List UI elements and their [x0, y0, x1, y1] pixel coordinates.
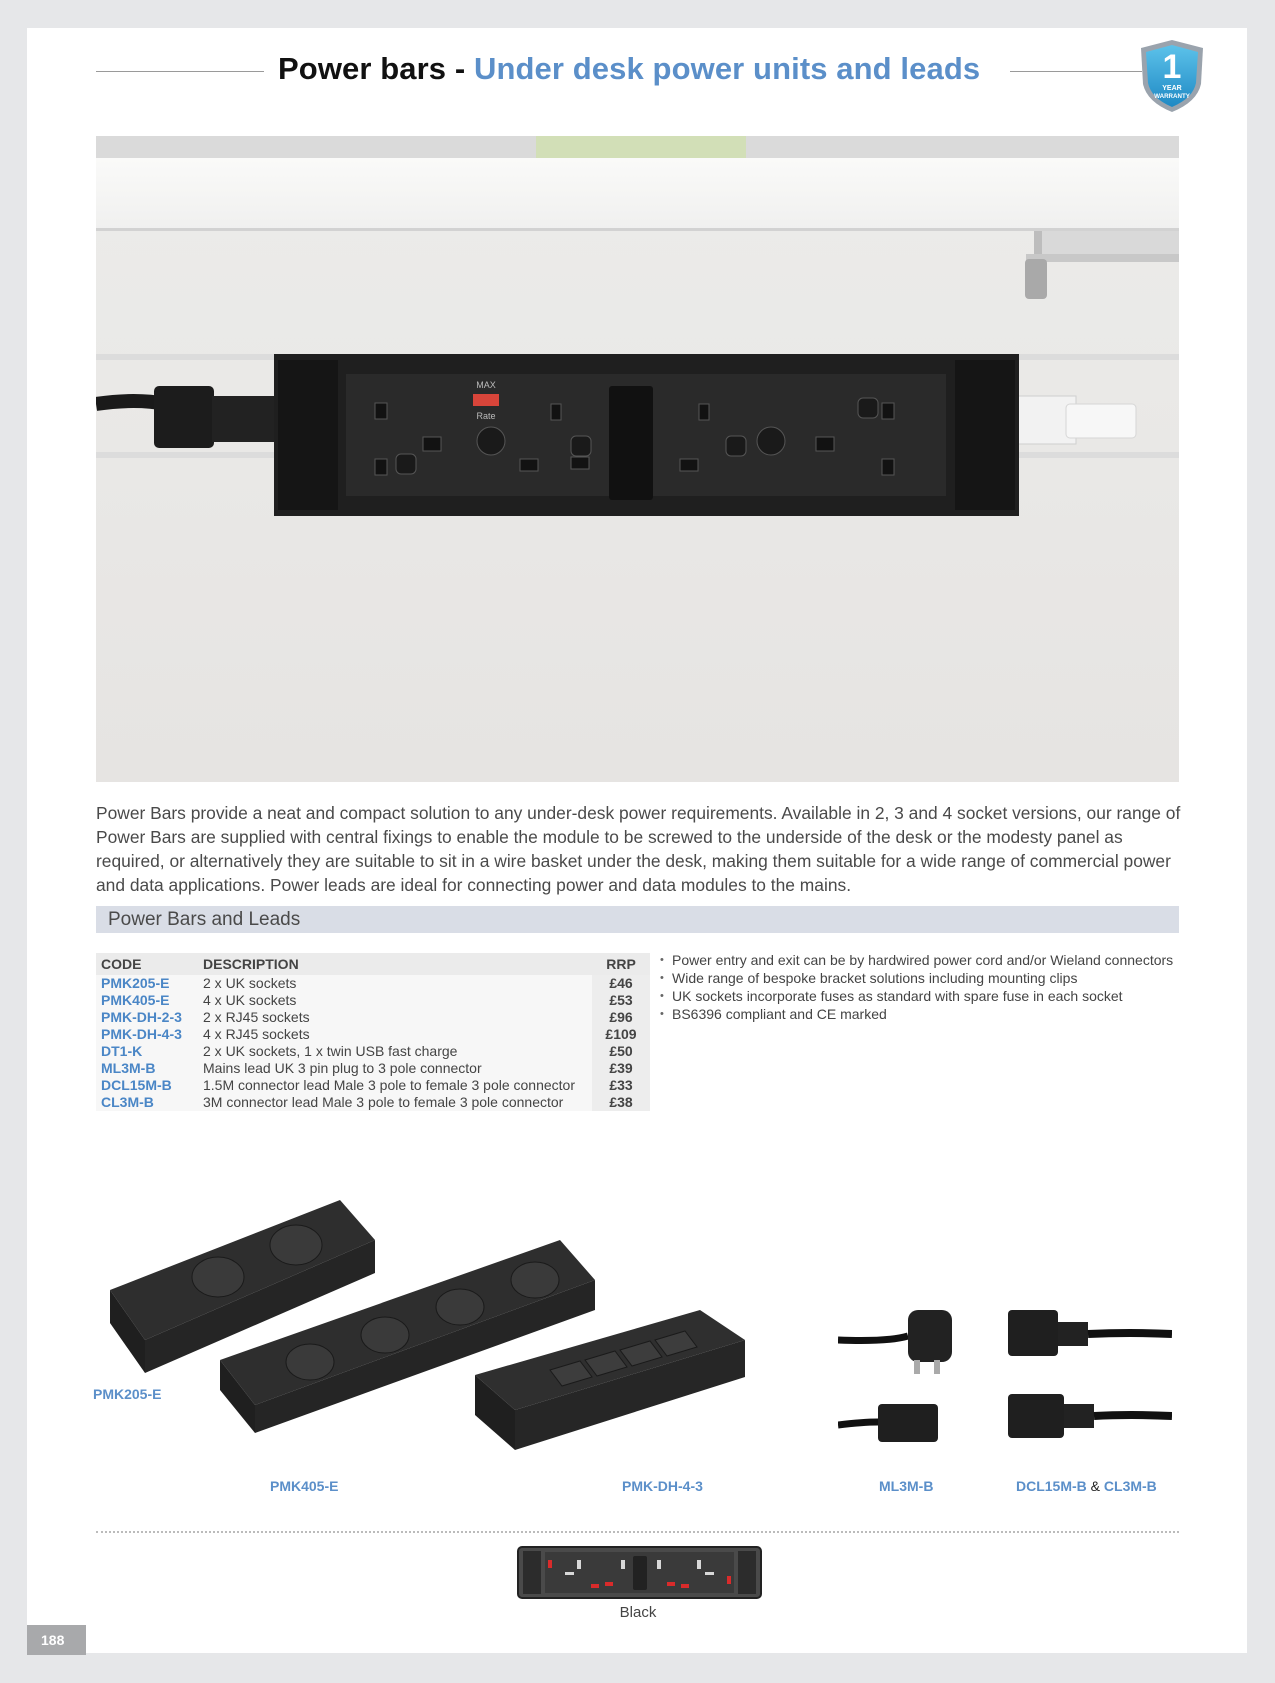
table-row	[96, 1077, 650, 1094]
label-pmk-dh: PMK-DH-4-3	[622, 1478, 703, 1494]
table-row	[96, 1094, 650, 1111]
hero-label-top: MAX	[476, 380, 496, 390]
table-row	[96, 1060, 650, 1077]
label-ml3m: ML3M-B	[879, 1478, 934, 1494]
cell-rrp: £96	[592, 1009, 650, 1026]
hero-photo	[96, 136, 1179, 782]
list-item: • Power entry and exit can be by hardwired power cord and/or Wieland connectors	[660, 951, 1180, 969]
cell-code: PMK-DH-4-3	[96, 1026, 198, 1043]
title-blue: Under desk power units and leads	[473, 51, 981, 86]
cell-code: ML3M-B	[96, 1060, 198, 1077]
header-description: DESCRIPTION	[198, 953, 592, 975]
spec-table	[96, 953, 650, 1111]
label-dcl15m: DCL15M-B	[1016, 1478, 1087, 1494]
header-rrp: RRP	[592, 953, 650, 975]
cell-rrp: £33	[592, 1077, 650, 1094]
cell-code: PMK-DH-2-3	[96, 1009, 198, 1026]
title-black: Power bars -	[278, 51, 474, 86]
cell-rrp: £39	[592, 1060, 650, 1077]
cell-code: CL3M-B	[96, 1094, 198, 1111]
page-title	[278, 51, 980, 87]
cell-code: DT1-K	[96, 1043, 198, 1060]
cell-rrp: £109	[592, 1026, 650, 1043]
table-row	[96, 1009, 650, 1026]
cell-description: 1.5M connector lead Male 3 pole to female 3 pole connector	[198, 1077, 592, 1094]
badge-number: 1	[1162, 48, 1182, 86]
header-code: CODE	[96, 953, 198, 975]
cell-description: 4 x RJ45 sockets	[198, 1026, 592, 1043]
page-number-text: 188	[41, 1632, 65, 1648]
label-amp: &	[1090, 1478, 1101, 1494]
cell-rrp: £53	[592, 992, 650, 1009]
cell-description: 2 x UK sockets, 1 x twin USB fast charge	[198, 1043, 592, 1060]
hero-label-bottom: Rate	[476, 411, 496, 421]
pmk-dh-product-icon	[470, 1305, 750, 1455]
title-row	[96, 48, 1142, 94]
page-number	[27, 1625, 86, 1655]
intro-paragraph: Power Bars provide a neat and compact solution to any under-desk power requirements. Available in 2, 3 and 4 socket versions, our range of Power Bars are supplied with central fixings to enable the module to be screwed to the underside of the desk or the modesty panel as required, or alternatively they are suitable to sit in a wire basket under the desk, making them suitable for a wide range of commercial power and data applications. Power leads are ideal for connecting power and data modules to the mains.	[96, 803, 1181, 895]
title-rule-right	[1010, 71, 1142, 72]
label-pmk205: PMK205-E	[93, 1386, 162, 1402]
section-header	[96, 906, 1179, 933]
cell-description: 2 x UK sockets	[198, 975, 592, 992]
power-bar-photo-icon	[96, 136, 1179, 782]
black-finish-swatch-icon	[517, 1546, 762, 1599]
cell-rrp: £50	[592, 1043, 650, 1060]
table-header-row	[96, 953, 650, 975]
label-cl3m: CL3M-B	[1103, 1478, 1157, 1494]
list-item: • BS6396 compliant and CE marked	[660, 1005, 1180, 1023]
section-title: Power Bars and Leads	[108, 909, 301, 930]
table-row	[96, 1026, 650, 1043]
list-item: • Wide range of bespoke bracket solutions including mounting clips	[660, 969, 1180, 987]
cell-code: PMK405-E	[96, 992, 198, 1009]
badge-line2: WARRANTY	[1154, 93, 1190, 100]
table-row	[96, 992, 650, 1009]
ml3m-product-icon	[838, 1300, 978, 1450]
cell-code: PMK205-E	[96, 975, 198, 992]
table-row	[96, 975, 650, 992]
finish-label: Black	[619, 1604, 657, 1621]
cell-code: DCL15M-B	[96, 1077, 198, 1094]
dcl15m-cl3m-product-icon	[1000, 1302, 1172, 1452]
badge-line1: YEAR	[1162, 85, 1182, 92]
label-pmk405: PMK405-E	[270, 1478, 339, 1494]
warranty-badge-icon	[1137, 38, 1207, 114]
title-rule-left	[96, 71, 264, 72]
cell-description: 3M connector lead Male 3 pole to female 3 pole connector	[198, 1094, 592, 1111]
table-row	[96, 1043, 650, 1060]
cell-rrp: £46	[592, 975, 650, 992]
label-dcl-cl	[1016, 1478, 1157, 1494]
cell-rrp: £38	[592, 1094, 650, 1111]
cell-description: 4 x UK sockets	[198, 992, 592, 1009]
cell-description: 2 x RJ45 sockets	[198, 1009, 592, 1026]
feature-list	[660, 951, 1180, 1023]
cell-description: Mains lead UK 3 pin plug to 3 pole connector	[198, 1060, 592, 1077]
dotted-divider	[96, 1531, 1179, 1533]
list-item: • UK sockets incorporate fuses as standard with spare fuse in each socket	[660, 987, 1180, 1005]
